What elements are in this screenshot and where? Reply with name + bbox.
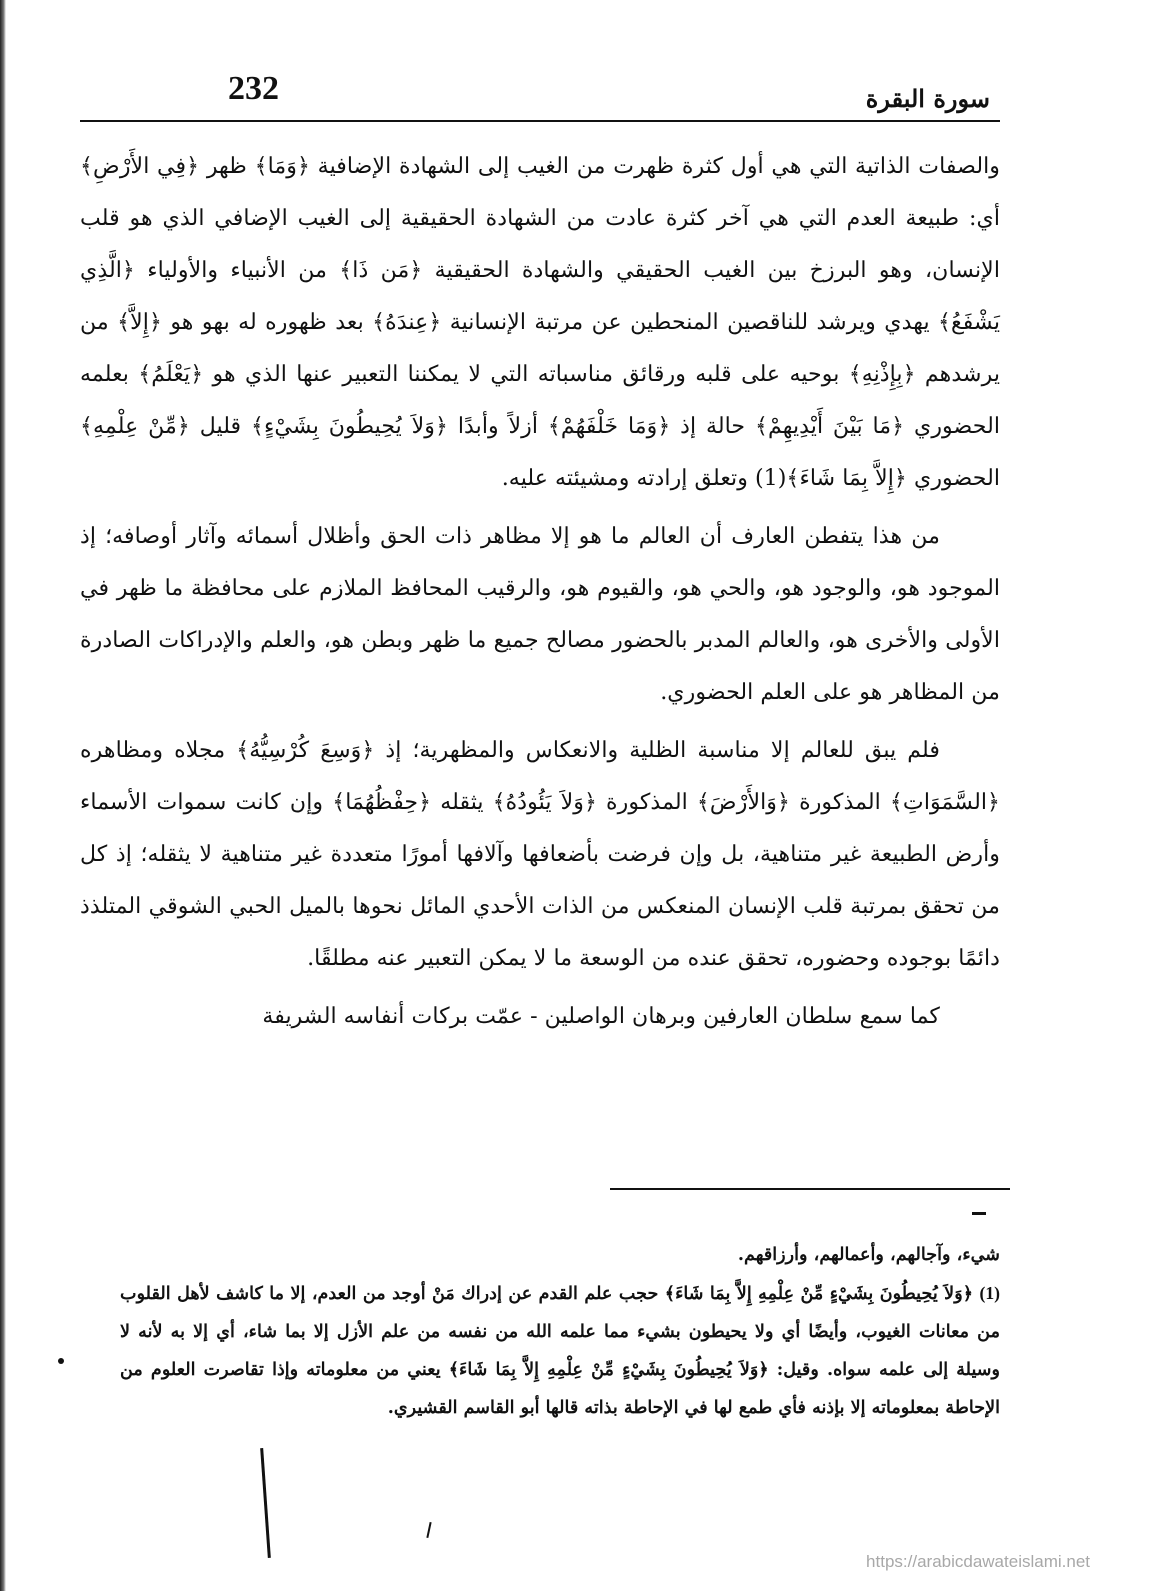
- paragraph: فلم يبق للعالم إلا مناسبة الظلية والانعكاس والمظهرية؛ إذ ﴿وَسِعَ كُرْسِيُّهُ﴾ مجلاه ومظاهره ﴿السَّمَوَاتِ﴾ المذكورة ﴿وَالأَرْضَ﴾ المذكورة ﴿وَلاَ يَئُودُهُ﴾ يثقله ﴿حِفْظُهُمَا﴾ وإن كانت سموات الأسماء وأرض الطبيعة غير متناهية، بل وإن فرضت بأضعافها وآلافها أمورًا متعددة غير متناهية لا يثقله؛ إذ كل من تحقق بمرتبة قلب الإنسان المنعكس من الذات الأحدي المائل نحوها بالميل الحبي الشوقي المتلذذ دائمًا بوجوده وحضوره، تحقق عنده من الوسعة ما لا يمكن التعبير عنه مطلقًا.: [80, 737, 1000, 971]
- paragraph: من هذا يتفطن العارف أن العالم ما هو إلا مظاهر ذات الحق وأظلال أسمائه وآثار أوصافه؛ إذ الموجود هو، والوجود هو، والحي هو، والقيوم هو، والرقيب المحافظ الملازم على محافظة ما ظهر في الأولى والأخرى هو، والعالم المدبر بالحضور مصالح جميع ما ظهر وبطن هو، والعلم والإدراكات الصادرة من المظاهر هو على العلم الحضوري.: [80, 523, 1000, 705]
- footnote-carryover: شيء، وآجالهم، وأعمالهم، وأرزاقهم.: [737, 1244, 1000, 1265]
- page-header: [80, 60, 1000, 120]
- scan-pen-stroke: [260, 1448, 271, 1558]
- paragraph: كما سمع سلطان العارفين وبرهان الواصلين - عمّت بركات أنفاسه الشريفة: [262, 1003, 940, 1029]
- header-rule: [80, 120, 1000, 122]
- footnote-text: ﴿وَلاَ يُحِيطُونَ بِشَيْءٍ مِّنْ عِلْمِهِ إِلاَّ بِمَا شَاءَ﴾ حجب علم القدم عن إدراك مَنْ أوجد من العدم، إلا ما كاشف لأهل القلوب من معانات الغيوب، وأيضًا أي ولا يحيطون بشيء مما علمه الله من نفسه من علم الأزل إلا بما شاء، أي إلا به لأنه لا وسيلة إلى علمه سواه. وقيل: ﴿وَلاَ يُحِيطُونَ بِشَيْءٍ مِّنْ عِلْمِهِ إِلاَّ بِمَا شَاءَ﴾ يعني من معلوماته وإذا تقاصرت العلوم من الإحاطة بمعلوماته إلا بإذنه فأي طمع لها في الإحاطة بذاته قالها أبو القاسم القشيري.: [120, 1283, 1000, 1418]
- footnote-separator: [610, 1188, 1010, 1190]
- footnotes: [120, 1236, 1000, 1427]
- main-text: [80, 140, 1000, 1042]
- footnote-dash: [972, 1212, 986, 1215]
- scan-pen-stroke: [426, 1522, 431, 1538]
- footnote-marker: (1): [979, 1283, 1000, 1303]
- running-title: سورة البقرة: [865, 84, 990, 113]
- watermark: https://arabicdawateislami.net: [866, 1552, 1090, 1571]
- scan-dot: [58, 1358, 64, 1364]
- scan-edge-shadow: [0, 0, 6, 1591]
- book-page: [80, 60, 1000, 1418]
- page-number: 232: [228, 70, 279, 107]
- footnote-1: [120, 1274, 1000, 1427]
- paragraph: والصفات الذاتية التي هي أول كثرة ظهرت من الغيب إلى الشهادة الإضافية ﴿وَمَا﴾ ظهر ﴿فِي الأَرْضِ﴾ أي: طبيعة العدم التي هي آخر كثرة عادت من الشهادة الحقيقية إلى الغيب الإضافي الذي هو قلب الإنسان، وهو البرزخ بين الغيب الحقيقي والشهادة الحقيقية ﴿مَن ذَا﴾ من الأنبياء والأولياء ﴿الَّذِي يَشْفَعُ﴾ يهدي ويرشد للناقصين المنحطين عن مرتبة الإنسانية ﴿عِندَهُ﴾ بعد ظهوره له بهو هو ﴿إِلاَّ﴾ من يرشدهم ﴿بِإِذْنِهِ﴾ بوحيه على قلبه ورقائق مناسباته التي لا يمكننا التعبير عنها الذي هو ﴿يَعْلَمُ﴾ بعلمه الحضوري ﴿مَا بَيْنَ أَيْدِيهِمْ﴾ حالة إذ ﴿وَمَا خَلْفَهُمْ﴾ أزلاً وأبدًا ﴿وَلاَ يُحِيطُونَ بِشَيْءٍ﴾ قليل ﴿مِّنْ عِلْمِهِ﴾ الحضوري ﴿إِلاَّ بِمَا شَاءَ﴾(1) وتعلق إرادته ومشيئته عليه.: [80, 153, 1000, 491]
